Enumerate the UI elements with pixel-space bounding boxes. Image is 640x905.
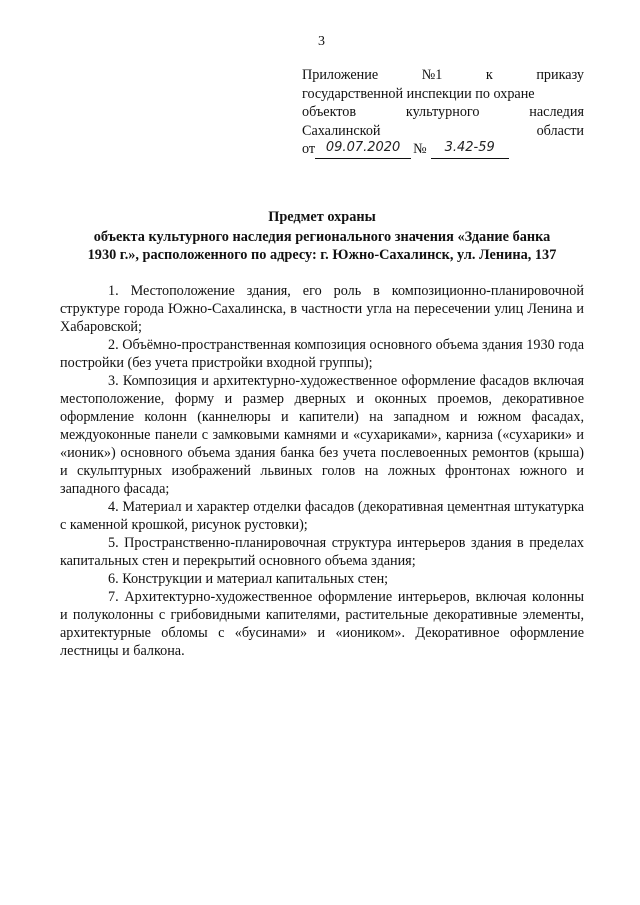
handwritten-date: 09.07.2020 bbox=[315, 140, 411, 159]
protection-items-list bbox=[60, 282, 584, 660]
appendix-word: Сахалинской bbox=[302, 122, 381, 139]
appendix-line-2 bbox=[302, 85, 584, 104]
appendix-header bbox=[302, 66, 584, 159]
appendix-line-1 bbox=[302, 66, 584, 85]
appendix-word: наследия bbox=[529, 104, 584, 120]
title-main: Предмет охраны bbox=[268, 209, 376, 225]
appendix-date-line bbox=[302, 140, 584, 159]
appendix-word: области bbox=[536, 122, 584, 139]
title-line-3: 1930 г.», расположенного по адресу: г. Южно-Сахалинск, ул. Ленина, 137 bbox=[87, 247, 557, 263]
handwritten-order-number: 3.42-59 bbox=[431, 140, 509, 159]
appendix-word: Приложение bbox=[302, 67, 379, 83]
number-prefix: № bbox=[413, 141, 427, 157]
list-item: 3. Композиция и архитектурно-художественное оформление фасадов включая местоположение, форму и размер дверных и оконных проемов, декоративное оформление колонн (каннелюры и капители) на западном и южном фасадах, междуоконные панели с замковыми камнями и «сухариками», карниза («сухарики» и «ионик») основного объема здания банка без учета послевоенных ремонтов (крыша) и скульптурных изображений львиных голов на ложных фронтонах южного и западного фасада; bbox=[60, 373, 584, 497]
list-item: 7. Архитектурно-художественное оформление интерьеров, включая колонны и полуколонны с грибовидными капителями, растительные декоративные элементы, архитектурные обломы с «бусинами» и «иоником». Декоративное оформление лестницы и балкона. bbox=[60, 589, 584, 659]
appendix-line-3 bbox=[302, 103, 584, 122]
date-prefix: от bbox=[302, 141, 316, 157]
appendix-word: к bbox=[485, 67, 493, 83]
list-item: 2. Объёмно-пространственная композиция основного объема здания 1930 года постройки (без учета пристройки входной группы); bbox=[60, 337, 584, 371]
title-line-2: объекта культурного наследия регионального значения «Здание банка bbox=[93, 229, 551, 245]
list-item: 1. Местоположение здания, его роль в композиционно-планировочной структуре города Южно-Сахалинска, в частности угла на пересечении улиц Ленина и Хабаровской; bbox=[60, 283, 584, 335]
list-item: 5. Пространственно-планировочная структура интерьеров здания в пределах капитальных стен и перекрытий основного объема здания; bbox=[60, 535, 584, 569]
appendix-text: государственной инспекции по охране bbox=[302, 85, 535, 102]
appendix-word: культурного bbox=[405, 104, 480, 120]
appendix-word: приказу bbox=[536, 67, 584, 83]
page-number: 3 bbox=[318, 34, 325, 49]
appendix-word: №1 bbox=[421, 67, 443, 83]
list-item: 4. Материал и характер отделки фасадов (декоративная цементная штукатурка с каменной крошкой, рисунок рустовки); bbox=[60, 499, 584, 533]
appendix-line-4 bbox=[302, 122, 584, 141]
appendix-word: объектов bbox=[302, 104, 357, 120]
list-item: 6. Конструкции и материал капитальных стен; bbox=[108, 571, 389, 587]
document-title bbox=[60, 208, 584, 264]
